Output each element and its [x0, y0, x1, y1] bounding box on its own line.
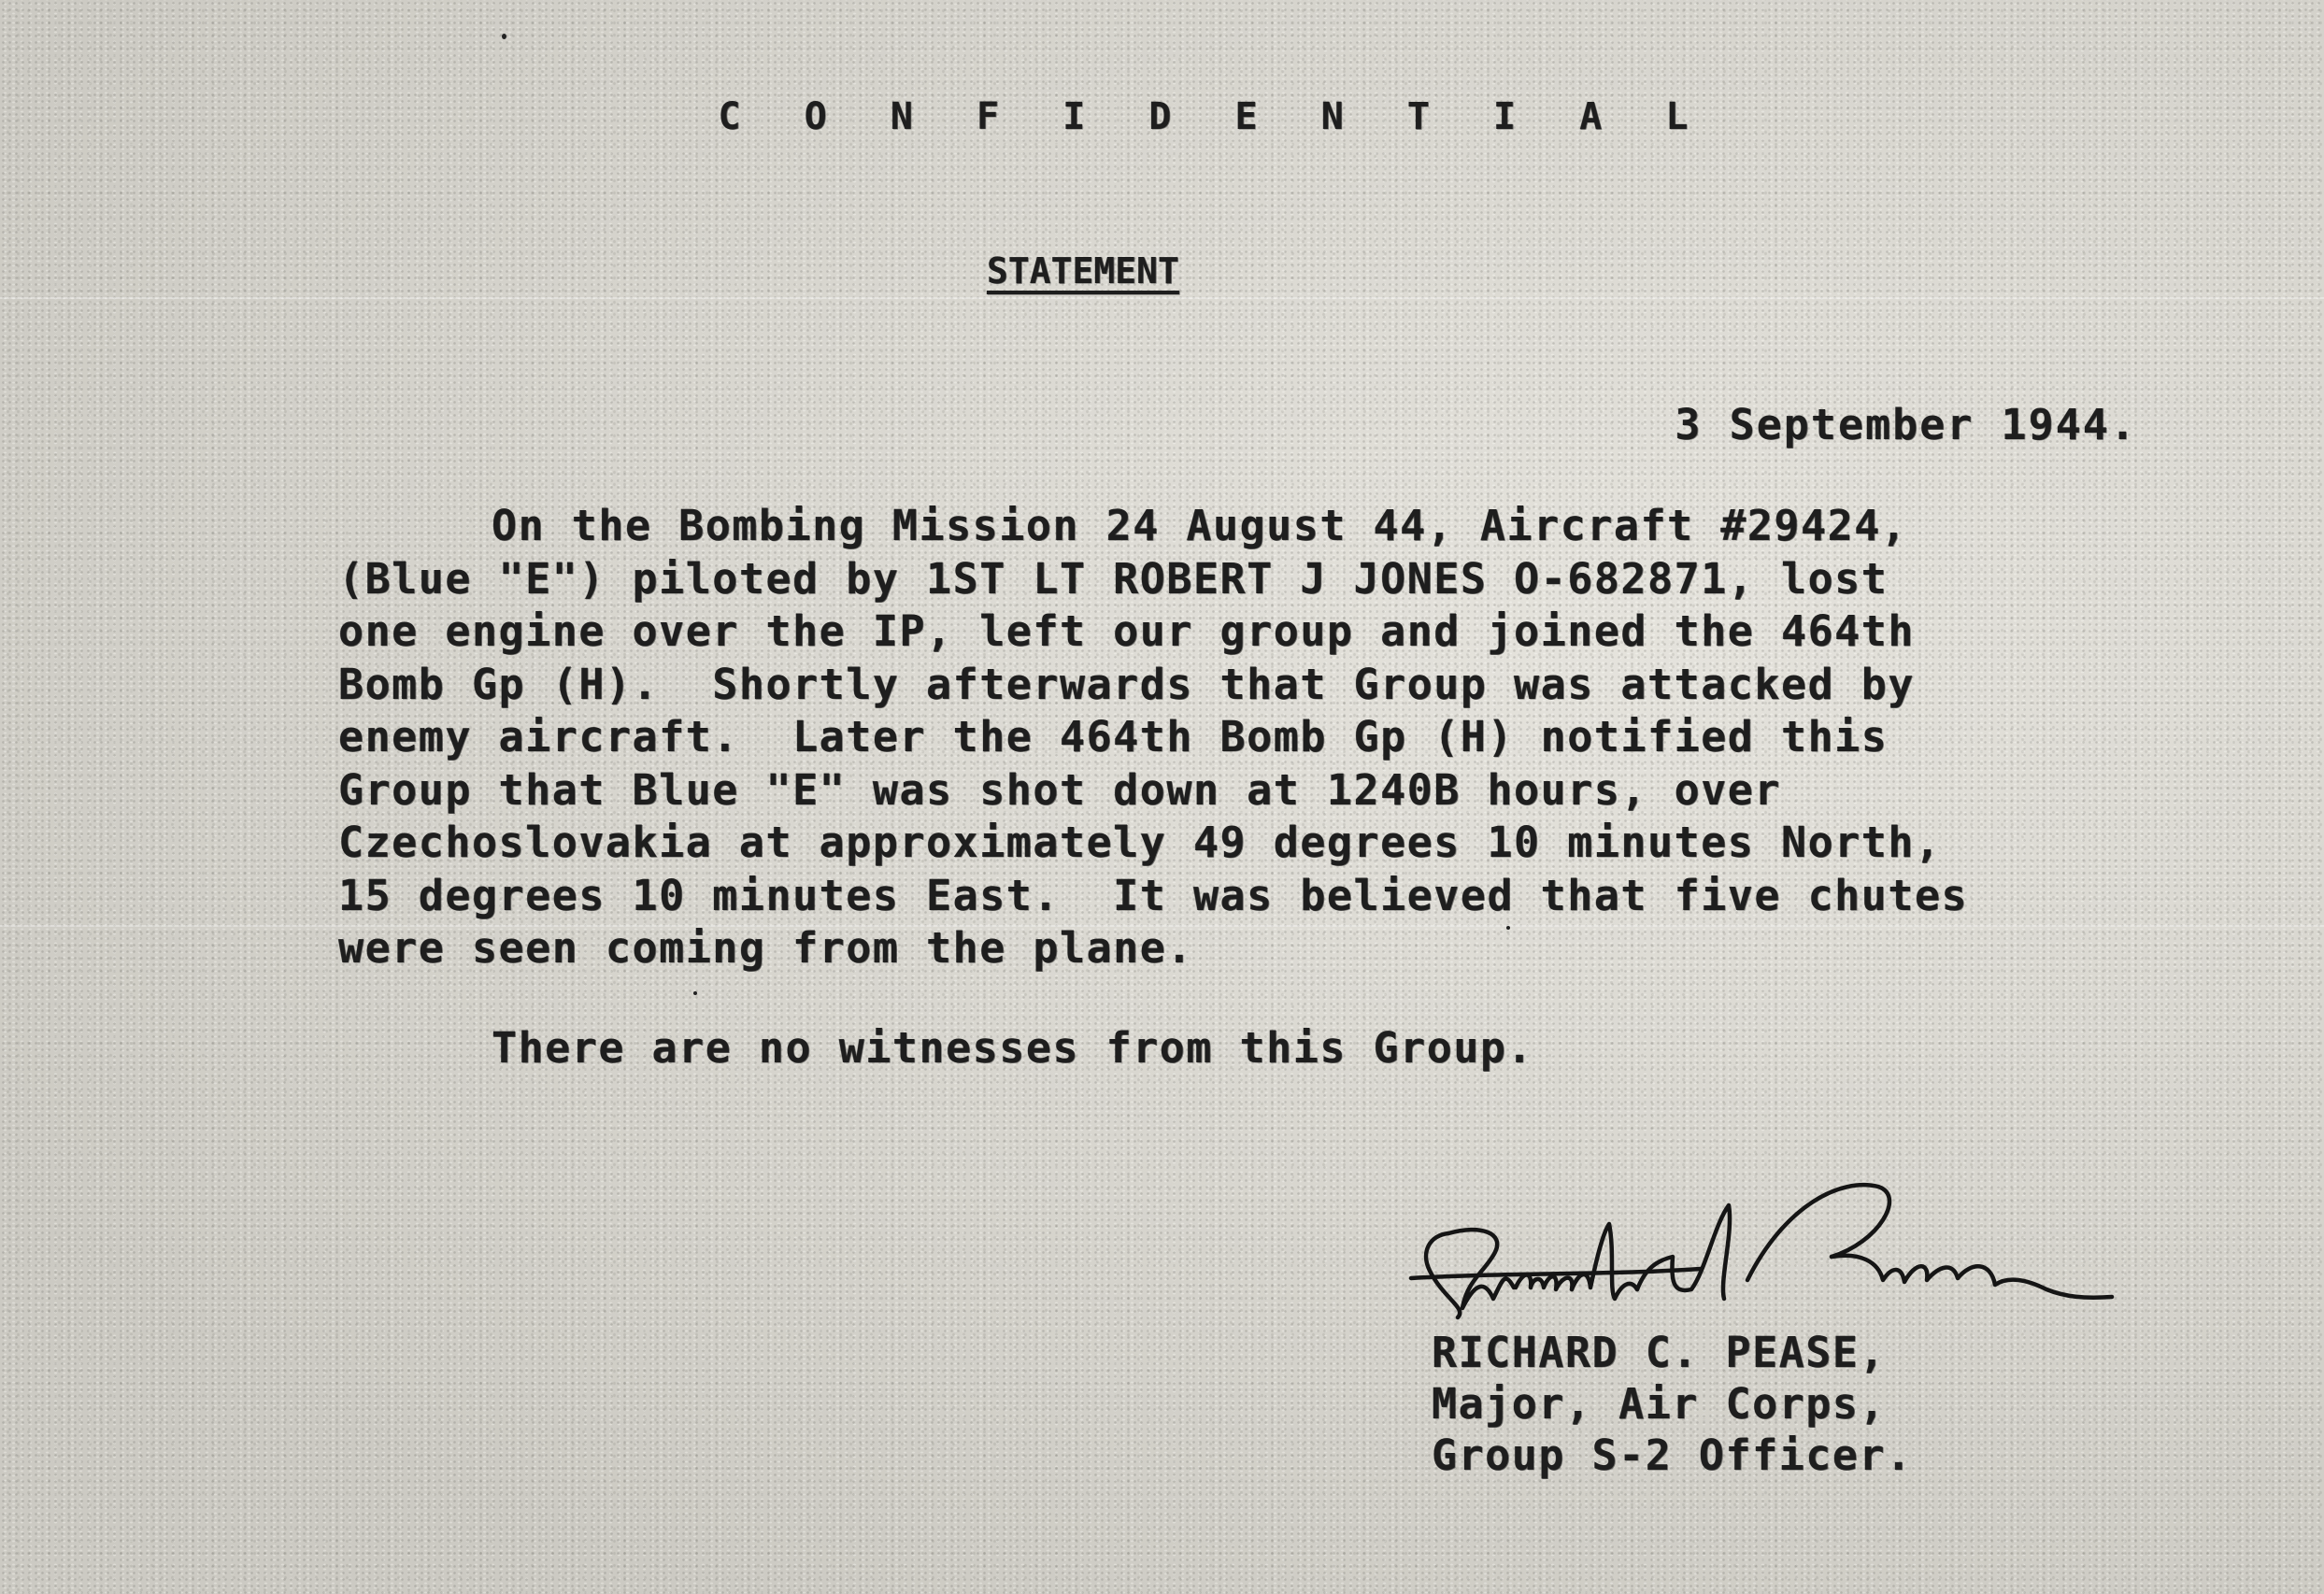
body-line: enemy aircraft. Later the 464th Bomb Gp (H) notified this	[338, 712, 1889, 761]
signatory-position: Group S-2 Officer.	[1432, 1430, 1913, 1480]
document-date: 3 September 1944.	[1675, 400, 2137, 449]
signatory-rank: Major, Air Corps,	[1432, 1379, 1887, 1429]
document-title: STATEMENT	[987, 250, 1179, 292]
body-line: On the Bombing Mission 24 August 44, Aircraft #29424,	[492, 501, 1908, 550]
signature-block	[1432, 1327, 1913, 1481]
body-line: (Blue "E") piloted by 1ST LT ROBERT J JONES O-682871, lost	[338, 553, 1889, 604]
body-line: one engine over the IP, left our group and joined the 464th	[338, 606, 1915, 656]
classification-heading: C O N F I D E N T I A L	[718, 95, 1709, 138]
handwritten-signature	[1392, 1168, 2121, 1345]
closing-sentence: There are no witnesses from this Group.	[492, 1023, 1534, 1073]
body-line: Bomb Gp (H). Shortly afterwards that Group was attacked by	[338, 659, 1915, 709]
paper-fold-line	[0, 297, 2324, 299]
body-line: Czechoslovakia at approximately 49 degrees 10 minutes North,	[338, 818, 1942, 867]
statement-body	[338, 500, 2170, 975]
ink-speck	[502, 34, 506, 39]
body-line: Group that Blue "E" was shot down at 1240B hours, over	[338, 764, 1781, 815]
body-line: were seen coming from the plane.	[338, 923, 1193, 973]
body-line: 15 degrees 10 minutes East. It was believed that five chutes	[338, 870, 1969, 920]
ink-speck	[693, 991, 697, 995]
signatory-name: RICHARD C. PEASE,	[1432, 1328, 1887, 1377]
